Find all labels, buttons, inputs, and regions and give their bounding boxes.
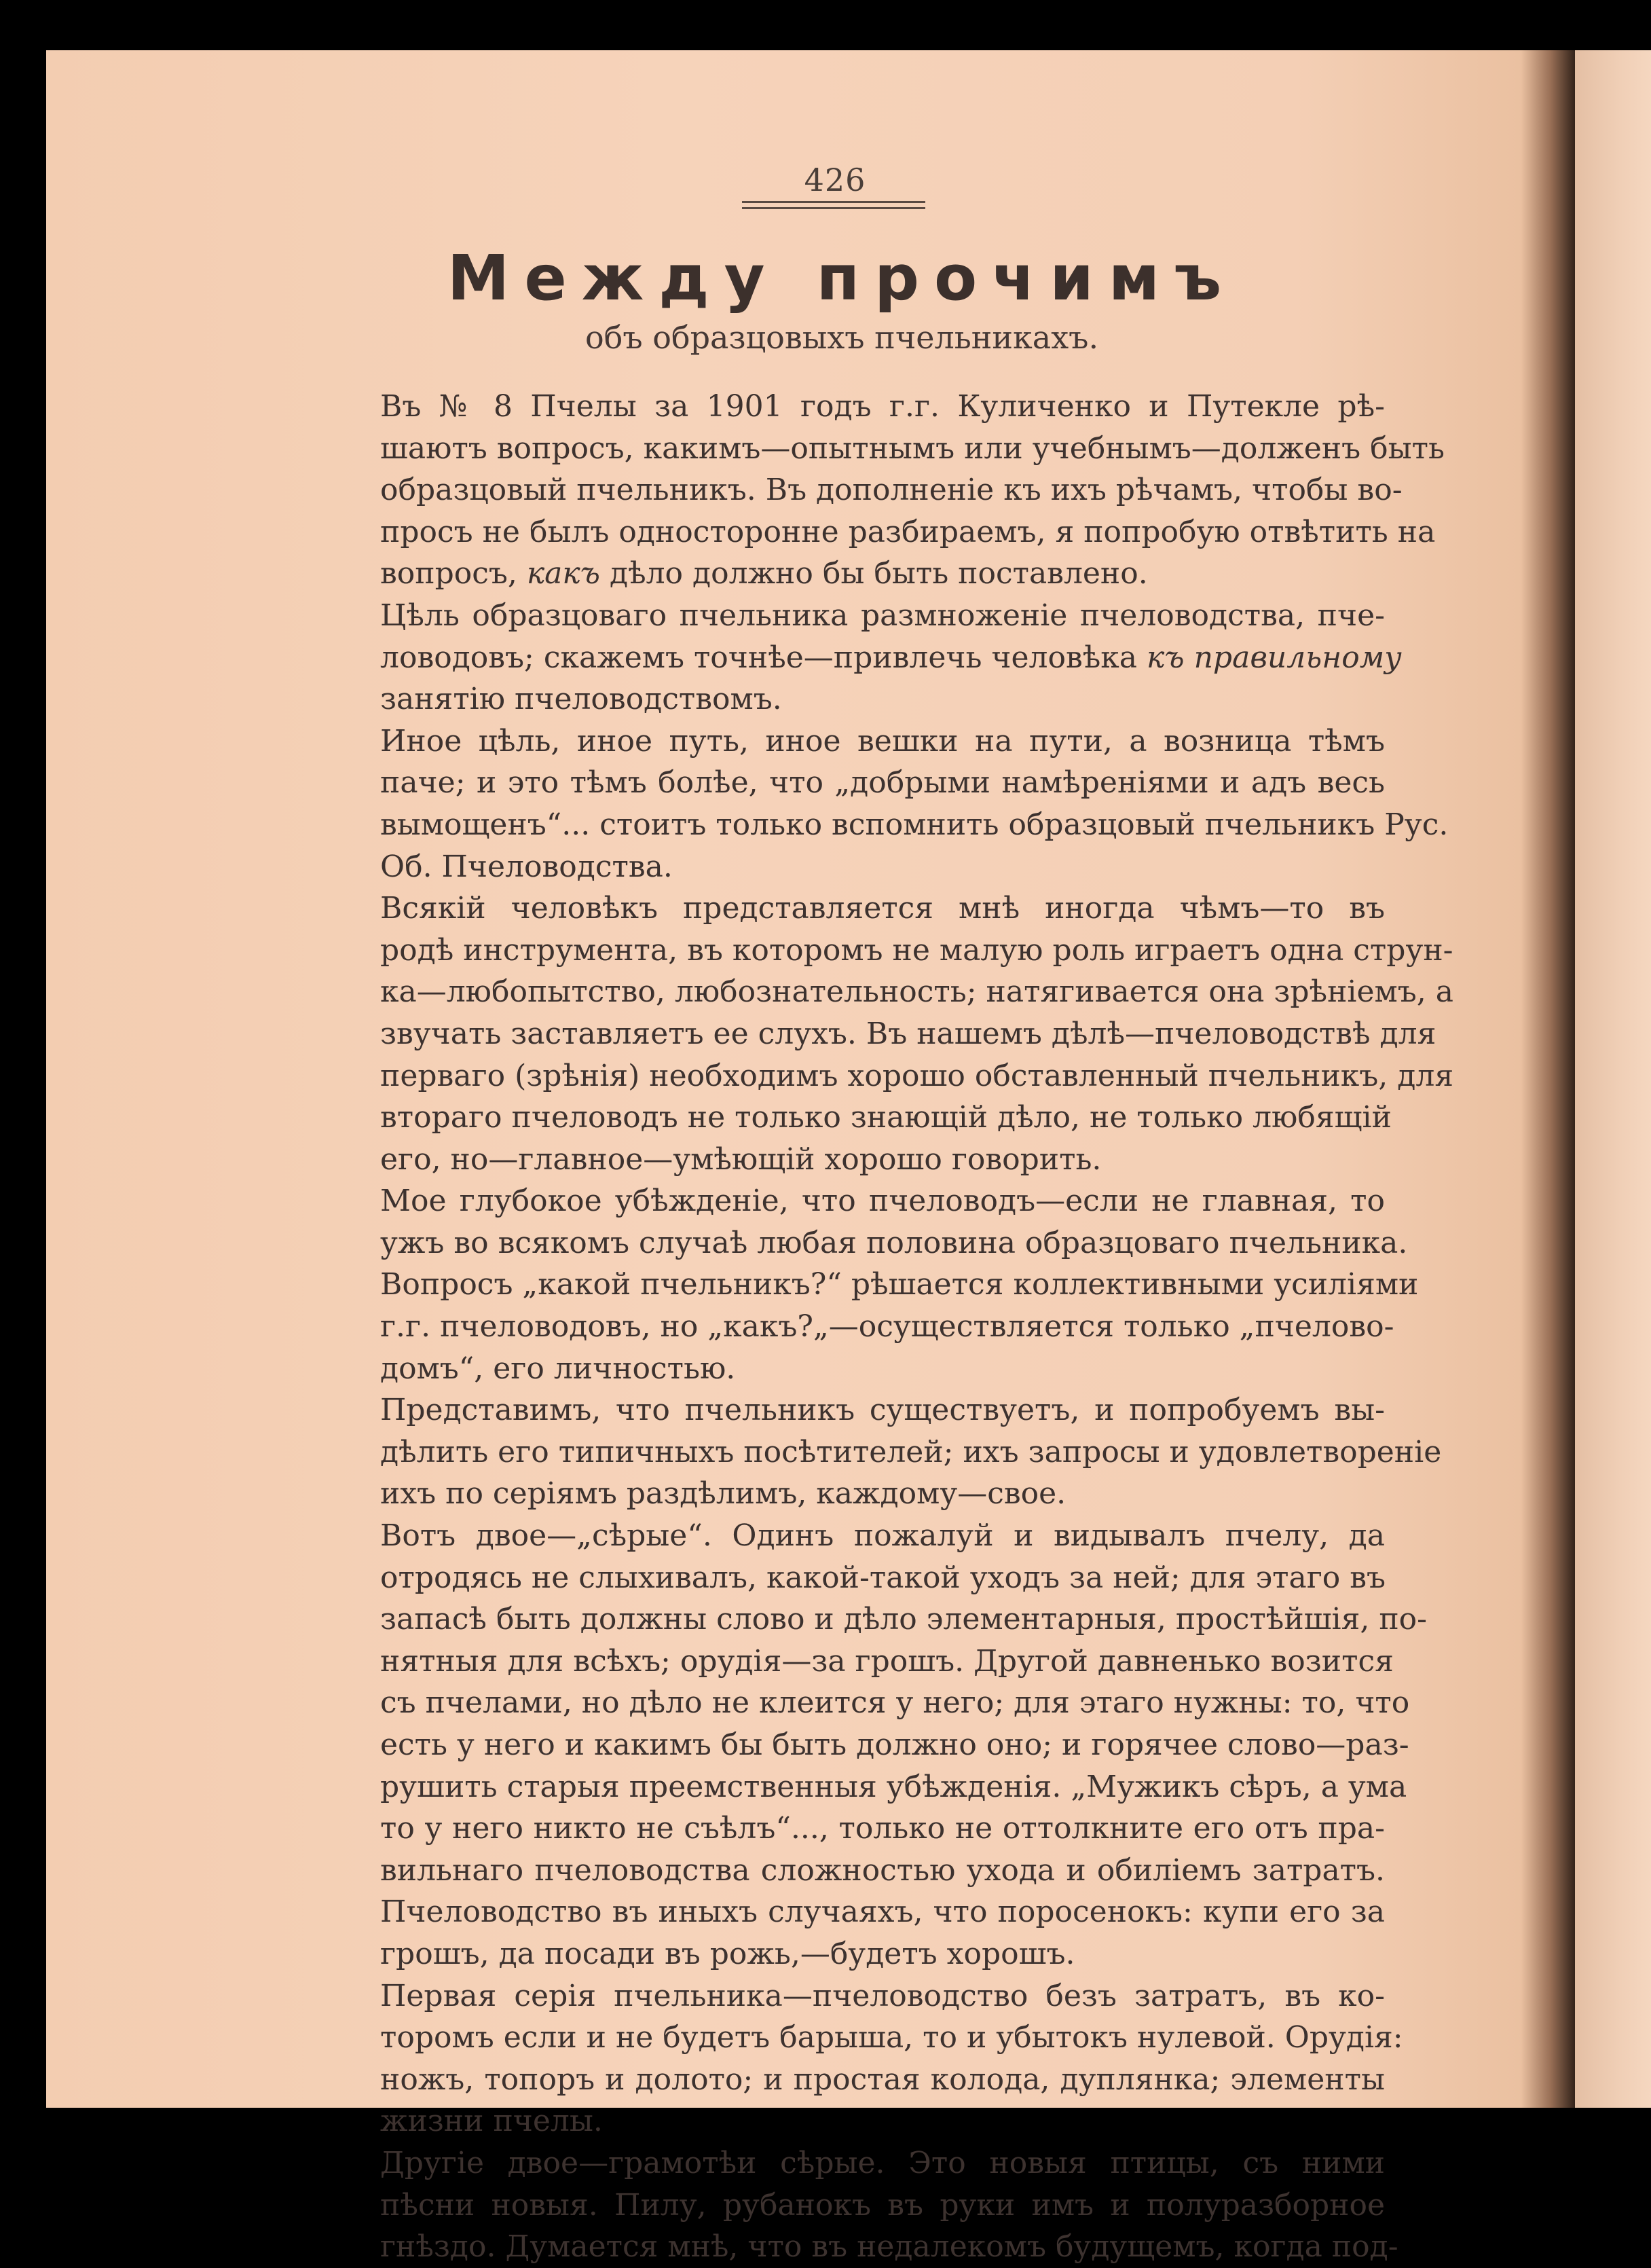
text-fragment: вопросъ, bbox=[380, 556, 517, 591]
text-line: Пчеловодство въ иныхъ случаяхъ, что поросенокъ: купи его за bbox=[380, 1895, 1385, 1930]
text-line: Цѣль образцоваго пчельника размноженіе пчеловодства, пче- bbox=[380, 598, 1385, 633]
italic-phrase: къ правильному bbox=[1147, 640, 1402, 675]
text-line: Другіе двое—грамотѣи сѣрые. Это новыя птицы, съ ними bbox=[380, 2145, 1385, 2180]
text-line: Иное цѣль, иное путь, иное вешки на пути, а возница тѣмъ bbox=[380, 723, 1385, 758]
page-number-rule bbox=[742, 201, 925, 203]
text-line: Первая серія пчельника—пчеловодство безъ затратъ, въ ко- bbox=[380, 1978, 1385, 2013]
text-line: запасѣ быть должны слово и дѣло элементарныя, простѣйшія, по- bbox=[380, 1602, 1428, 1637]
text-line: вымощенъ“... стоитъ только вспомнить образцовый пчельникъ Рус. bbox=[380, 807, 1449, 842]
text-line: перваго (зрѣнія) необходимъ хорошо обставленный пчельникъ, для bbox=[380, 1058, 1454, 1093]
text-line: звучать заставляетъ ее слухъ. Въ нашемъ дѣлѣ—пчеловодствѣ для bbox=[380, 1016, 1436, 1051]
text-line: занятію пчеловодствомъ. bbox=[380, 682, 782, 717]
text-line: Вотъ двое—„сѣрые“. Одинъ пожалуй и видывалъ пчелу, да bbox=[380, 1518, 1385, 1554]
text-line: просъ не былъ односторонне разбираемъ, я попробую отвѣтить на bbox=[380, 514, 1436, 549]
paragraph bbox=[292, 1180, 1419, 1389]
text-line: Всякій человѣкъ представляется мнѣ иногда чѣмъ—то въ bbox=[380, 891, 1385, 926]
text-line bbox=[292, 553, 1385, 595]
text-line: паче; и это тѣмъ болѣе, что „добрыми намѣреніями и адъ весь bbox=[380, 765, 1385, 801]
text-line: отродясь не слыхивалъ, какой-такой уходъ за ней; для этаго въ bbox=[380, 1560, 1386, 1595]
text-line: Въ № 8 Пчелы за 1901 годъ г.г. Куличенко и Путекле рѣ- bbox=[380, 389, 1385, 424]
text-line: рушить старыя преемственныя убѣжденія. „Мужикъ сѣръ, а ума bbox=[380, 1769, 1407, 1804]
text-line: грошъ, да посади въ рожь,—будетъ хорошъ. bbox=[380, 1936, 1075, 1971]
text-line: образцовый пчельникъ. Въ дополненіе къ ихъ рѣчамъ, чтобы во- bbox=[380, 473, 1403, 508]
book-gutter-shadow bbox=[1521, 50, 1575, 2108]
paragraph bbox=[292, 1515, 1428, 1975]
article-title: Между прочимъ bbox=[447, 242, 1237, 314]
text-line: г.г. пчеловодовъ, но „какъ?„—осуществляется только „пчелово- bbox=[380, 1309, 1394, 1345]
text-fragment: дѣло должно бы быть поставлено. bbox=[609, 556, 1148, 591]
page-number: 426 bbox=[804, 162, 866, 198]
text-line: вильнаго пчеловодства сложностью ухода и обиліемъ затратъ. bbox=[380, 1852, 1385, 1888]
adjacent-page-edge bbox=[1575, 50, 1651, 2108]
text-line: торомъ если и не будетъ барыша, то и убытокъ нулевой. Орудія: bbox=[380, 2020, 1403, 2055]
text-line: Мое глубокое убѣжденіе, что пчеловодъ—если не главная, то bbox=[380, 1184, 1385, 1219]
text-fragment: ловодовъ; скажемъ точнѣе—привлечь человѣка bbox=[380, 640, 1137, 675]
article-body bbox=[292, 386, 1454, 2268]
text-line: втораго пчеловодъ не только знающій дѣло, не только любящій bbox=[380, 1100, 1392, 1135]
text-line bbox=[292, 637, 1402, 679]
text-line: нятныя для всѣхъ; орудія—за грошъ. Другой давненько возится bbox=[380, 1643, 1394, 1679]
paragraph bbox=[292, 2142, 1398, 2268]
text-line: гнѣздо. Думается мнѣ, что въ недалекомъ будущемъ, когда под- bbox=[380, 2229, 1398, 2265]
text-line: то у него никто не съѣлъ“..., только не оттолкните его отъ пра- bbox=[380, 1811, 1385, 1846]
text-line: есть у него и какимъ бы быть должно оно; и горячее слово—раз- bbox=[380, 1727, 1409, 1762]
text-line: шаютъ вопросъ, какимъ—опытнымъ или учебнымъ—долженъ быть bbox=[380, 431, 1445, 466]
paragraph bbox=[292, 720, 1449, 888]
paragraph bbox=[292, 595, 1402, 720]
article-subtitle: объ образцовыхъ пчельникахъ. bbox=[585, 319, 1099, 356]
paragraph bbox=[292, 1389, 1442, 1515]
page-number-rule-second bbox=[742, 207, 925, 209]
text-line: ужъ во всякомъ случаѣ любая половина образцоваго пчельника. bbox=[380, 1225, 1408, 1260]
italic-word: какъ bbox=[526, 556, 600, 591]
text-line: Об. Пчеловодства. bbox=[380, 849, 673, 884]
text-line: ножъ, топоръ и долото; и простая колода, дуплянка; элементы bbox=[380, 2062, 1385, 2097]
paragraph bbox=[292, 888, 1454, 1180]
paragraph bbox=[292, 386, 1445, 595]
text-line: ихъ по серіямъ раздѣлимъ, каждому—свое. bbox=[380, 1476, 1066, 1512]
text-line: домъ“, его личностью. bbox=[380, 1351, 736, 1386]
text-line: ка—любопытство, любознательность; натягивается она зрѣніемъ, а bbox=[380, 974, 1453, 1010]
text-line: родѣ инструмента, въ которомъ не малую роль играетъ одна струн- bbox=[380, 932, 1453, 968]
text-line: съ пчелами, но дѣло не клеится у него; для этаго нужны: то, что bbox=[380, 1685, 1410, 1721]
text-line: Вопросъ „какой пчельникъ?“ рѣшается коллективными усиліями bbox=[380, 1267, 1419, 1302]
text-line: его, но—главное—умѣющій хорошо говорить. bbox=[380, 1141, 1102, 1177]
text-line: дѣлить его типичныхъ посѣтителей; ихъ запросы и удовлетвореніе bbox=[380, 1434, 1442, 1469]
text-line: пѣсни новыя. Пилу, рубанокъ въ руки имъ и полуразборное bbox=[380, 2187, 1385, 2223]
text-line: Представимъ, что пчельникъ существуетъ, и попробуемъ вы- bbox=[380, 1393, 1385, 1428]
paragraph bbox=[292, 1975, 1403, 2142]
text-line: жизни пчелы. bbox=[380, 2104, 603, 2139]
